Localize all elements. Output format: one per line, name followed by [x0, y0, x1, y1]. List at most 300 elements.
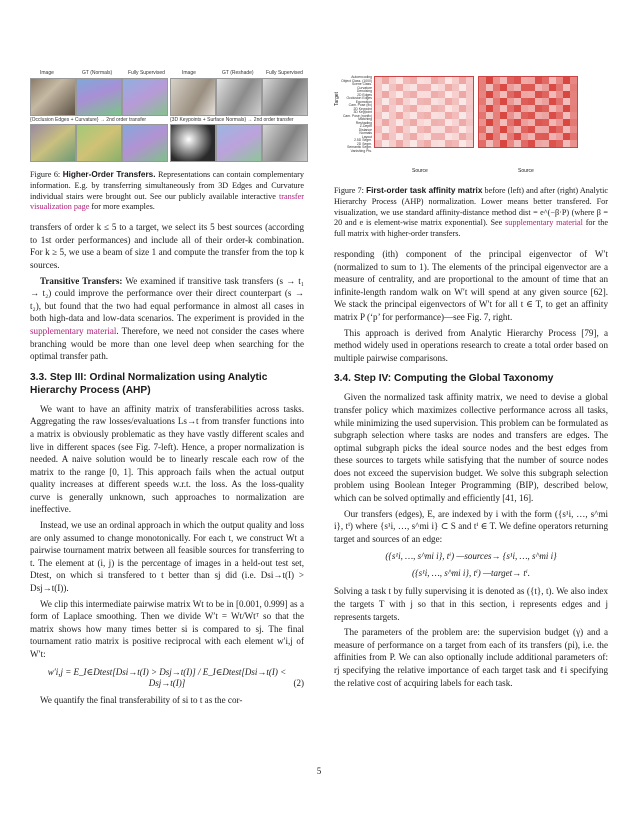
affinity-matrix-before — [374, 76, 474, 148]
matrix-cell — [493, 133, 500, 140]
matrix-cell — [521, 84, 528, 91]
matrix-cell — [403, 133, 410, 140]
matrix-cell — [493, 119, 500, 126]
matrix-cell — [382, 119, 389, 126]
matrix-cell — [563, 140, 570, 147]
matrix-cell — [563, 119, 570, 126]
matrix-cell — [556, 112, 563, 119]
matrix-cell — [438, 112, 445, 119]
caption-title: First-order task affinity matrix — [366, 186, 483, 195]
matrix-cell — [563, 112, 570, 119]
matrix-cell — [521, 140, 528, 147]
figure-7-ytick-label: 3D Keypoint — [353, 110, 372, 114]
matrix-cell — [521, 91, 528, 98]
matrix-cell — [542, 105, 549, 112]
figure-6 — [30, 70, 304, 166]
matrix-cell — [445, 105, 452, 112]
matrix-cell — [417, 84, 424, 91]
fig6-normals-thumb — [76, 78, 122, 116]
matrix-cell — [521, 133, 528, 140]
matrix-cell — [389, 84, 396, 91]
matrix-cell — [445, 112, 452, 119]
fig6-surface-normals-thumb — [216, 124, 262, 162]
matrix-cell — [535, 112, 542, 119]
matrix-cell — [514, 105, 521, 112]
matrix-cell — [493, 84, 500, 91]
matrix-cell — [535, 140, 542, 147]
page-number: 5 — [316, 766, 322, 776]
matrix-cell — [410, 84, 417, 91]
paragraph: responding (ith) component of the principal eigenvector of W′t (normalized to sum to 1). The elements of the principal eigenvector are a measure of centrality, and are proportional to the amount of time that an infinite-length random walk on W′t will spend at any given source [62]. We stack the principal eigenvectors of W′t for all t ∈ T, to get an affinity matrix P (‘p’ for performance)—see Fig. 7, right. — [334, 248, 608, 322]
matrix-cell — [375, 98, 382, 105]
caption-text: Representations can contain complementary information. E.g. by transferring simultaneously from 3D Edges and Curvature individual stairs were brought out. See our publicly available interactive — [30, 170, 305, 201]
fig6-edges-thumb — [30, 124, 76, 162]
caption-title: Higher-Order Transfers. — [62, 170, 156, 179]
figure-7-ytick-labels — [334, 76, 372, 153]
matrix-cell — [493, 112, 500, 119]
figure-7-xlabel-left: Source — [412, 168, 428, 174]
matrix-cell — [431, 77, 438, 84]
matrix-cell — [556, 133, 563, 140]
matrix-cell — [535, 84, 542, 91]
matrix-cell — [438, 98, 445, 105]
matrix-cell — [493, 98, 500, 105]
matrix-cell — [417, 126, 424, 133]
paragraph-text: We examined if transitive task transfers (s → t₁ → t₂) could improve the performance over their direct counterpart (s → t₂), but found that the two had equal performance in almost all cases in both high-data and low-data scenarios. The experiment is provided in the — [30, 275, 305, 324]
figure-7-ytick-label: Matching — [358, 117, 372, 121]
fig6-curvature-thumb — [76, 124, 122, 162]
matrix-cell — [535, 98, 542, 105]
matrix-cell — [403, 140, 410, 147]
matrix-cell — [500, 91, 507, 98]
matrix-cell — [486, 126, 493, 133]
matrix-cell — [570, 133, 577, 140]
figure-7-ytick-label: Layout — [361, 134, 372, 139]
matrix-cell — [431, 140, 438, 147]
matrix-cell — [424, 84, 431, 91]
caption-label: Figure 7: — [334, 186, 364, 195]
matrix-cell — [521, 105, 528, 112]
matrix-cell — [549, 84, 556, 91]
matrix-cell — [396, 77, 403, 84]
matrix-cell — [445, 119, 452, 126]
matrix-cell — [466, 84, 473, 91]
matrix-cell — [403, 126, 410, 133]
matrix-cell — [452, 98, 459, 105]
matrix-cell — [528, 133, 535, 140]
fig6-label: Fully Supervised — [128, 70, 165, 76]
matrix-cell — [396, 105, 403, 112]
matrix-cell — [486, 84, 493, 91]
matrix-cell — [549, 91, 556, 98]
matrix-cell — [410, 119, 417, 126]
matrix-cell — [417, 140, 424, 147]
matrix-cell — [431, 126, 438, 133]
transfer-visualization-link[interactable]: transfer visualization page — [30, 191, 304, 212]
fig6-label: Image — [182, 70, 196, 76]
matrix-cell — [542, 84, 549, 91]
matrix-cell — [570, 112, 577, 119]
paragraph-heading: Transitive Transfers: — [40, 275, 123, 286]
matrix-cell — [493, 91, 500, 98]
matrix-cell — [542, 91, 549, 98]
figure-7-ytick-label: 2D Edges — [357, 92, 372, 97]
matrix-cell — [542, 126, 549, 133]
matrix-cell — [479, 133, 486, 140]
supplementary-material-link[interactable]: supplementary material — [505, 218, 583, 228]
matrix-cell — [459, 133, 466, 140]
matrix-cell — [570, 105, 577, 112]
figure-7-ytick-label: Z-Depth — [359, 124, 372, 128]
matrix-cell — [389, 140, 396, 147]
matrix-cell — [417, 77, 424, 84]
section-heading-3-4: 3.4. Step IV: Computing the Global Taxonomy — [334, 373, 554, 385]
paragraph: We want to have an affinity matrix of transferabilities across tasks. Aggregating the raw losses/evaluations Ls→t from transfer functions into a matrix is obviously problematic as they have vastly different scales and live in different spaces (see Fig. 7-left). Hence, a proper normalization is needed. A naive solution would be to linearly rescale each row of the matrix to the range [0, 1]. This approach fails when the actual output quality increases at different speeds w.r.t. the loss. As the loss-quality curve is generally unknown, such approaches to normalization are ineffective. — [30, 403, 304, 515]
matrix-cell — [410, 98, 417, 105]
matrix-cell — [466, 98, 473, 105]
matrix-cell — [563, 77, 570, 84]
figure-7-ytick-label: Denoising — [356, 89, 372, 93]
matrix-cell — [514, 91, 521, 98]
matrix-cell — [459, 98, 466, 105]
figure-7-ytick-label: Cam. Pose (fix) — [348, 103, 372, 107]
matrix-cell — [479, 119, 486, 126]
fig6-label: Fully Supervised — [266, 70, 303, 76]
matrix-cell — [486, 133, 493, 140]
matrix-cell — [424, 140, 431, 147]
matrix-cell — [417, 133, 424, 140]
figure-7-ytick-label: 2D Segm. — [356, 141, 372, 146]
matrix-cell — [570, 91, 577, 98]
matrix-cell — [549, 98, 556, 105]
matrix-cell — [563, 105, 570, 112]
matrix-cell — [507, 84, 514, 91]
matrix-cell — [493, 105, 500, 112]
matrix-cell — [375, 133, 382, 140]
matrix-cell — [445, 140, 452, 147]
matrix-cell — [431, 98, 438, 105]
matrix-cell — [486, 91, 493, 98]
matrix-cell — [507, 98, 514, 105]
matrix-cell — [528, 77, 535, 84]
fig6-keypoints-thumb — [170, 124, 216, 162]
matrix-cell — [396, 98, 403, 105]
fig6-label: GT (Reshade) — [222, 70, 254, 76]
matrix-cell — [403, 98, 410, 105]
matrix-cell — [445, 84, 452, 91]
matrix-cell — [452, 77, 459, 84]
matrix-cell — [556, 84, 563, 91]
matrix-cell — [403, 91, 410, 98]
matrix-cell — [479, 112, 486, 119]
matrix-cell — [556, 98, 563, 105]
matrix-cell — [431, 84, 438, 91]
matrix-cell — [452, 133, 459, 140]
matrix-cell — [521, 119, 528, 126]
matrix-cell — [424, 126, 431, 133]
matrix-cell — [507, 126, 514, 133]
matrix-cell — [382, 112, 389, 119]
figure-7-ytick-label: Cam. Pose (nonfix) — [342, 113, 372, 118]
figure-7-ytick-label: Object Class. (1000) — [341, 78, 372, 83]
matrix-cell — [445, 98, 452, 105]
matrix-cell — [445, 91, 452, 98]
matrix-cell — [459, 77, 466, 84]
fig6-label: Image — [40, 70, 54, 76]
figure-7-ytick-label: Scene Class. — [352, 82, 372, 86]
matrix-cell — [479, 84, 486, 91]
matrix-cell — [535, 133, 542, 140]
matrix-cell — [528, 140, 535, 147]
matrix-cell — [563, 84, 570, 91]
matrix-cell — [507, 112, 514, 119]
matrix-cell — [396, 140, 403, 147]
matrix-cell — [556, 140, 563, 147]
matrix-cell — [479, 98, 486, 105]
matrix-cell — [396, 112, 403, 119]
matrix-cell — [424, 119, 431, 126]
matrix-cell — [424, 133, 431, 140]
matrix-cell — [382, 77, 389, 84]
matrix-cell — [466, 112, 473, 119]
matrix-cell — [500, 105, 507, 112]
matrix-cell — [549, 119, 556, 126]
matrix-cell — [493, 126, 500, 133]
matrix-cell — [514, 77, 521, 84]
matrix-cell — [486, 112, 493, 119]
matrix-cell — [521, 77, 528, 84]
matrix-cell — [542, 112, 549, 119]
equation-body: w′i,j = E_I∈Dtest[Dsi→t(I) > Dsj→t(I)] / E_I∈Dtest[Dsi→t(I) < Dsj→t(I)] — [47, 666, 287, 688]
matrix-cell — [486, 105, 493, 112]
fig6-supervised-thumb — [122, 78, 168, 116]
matrix-cell — [549, 105, 556, 112]
matrix-cell — [486, 77, 493, 84]
matrix-cell — [486, 98, 493, 105]
equation-target: ({s¹i, …, s^mi i}, tⁱ) —target→ tⁱ. — [412, 568, 530, 579]
matrix-cell — [549, 112, 556, 119]
matrix-cell — [535, 119, 542, 126]
matrix-cell — [466, 119, 473, 126]
matrix-cell — [452, 140, 459, 147]
left-column — [30, 70, 304, 709]
matrix-cell — [549, 126, 556, 133]
figure-7-ytick-label: Distance — [358, 127, 372, 132]
matrix-cell — [466, 133, 473, 140]
matrix-cell — [389, 119, 396, 126]
figure-7-ytick-label: Reshading — [355, 120, 372, 125]
figure-7-xlabel-right: Source — [518, 168, 534, 174]
matrix-cell — [514, 98, 521, 105]
matrix-cell — [500, 140, 507, 147]
paragraph: We quantify the final transferability of si to t as the cor- — [40, 694, 243, 705]
matrix-cell — [528, 98, 535, 105]
matrix-cell — [556, 126, 563, 133]
matrix-cell — [375, 126, 382, 133]
figure-7 — [334, 70, 608, 182]
matrix-cell — [507, 140, 514, 147]
matrix-cell — [556, 119, 563, 126]
matrix-cell — [375, 112, 382, 119]
matrix-cell — [403, 119, 410, 126]
matrix-cell — [556, 91, 563, 98]
matrix-cell — [479, 91, 486, 98]
matrix-cell — [514, 133, 521, 140]
matrix-cell — [389, 77, 396, 84]
figure-7-ytick-label: Vanishing Pts. — [350, 148, 372, 153]
paragraph: Instead, we use an ordinal approach in which the output quality and loss are only assumed to change monotonically. For each t, we construct Wt a pairwise tournament matrix between all feasible sources for transferring to t. The element at (i, j) is the percentage of images in a held-out test set, Dtest, on which si transfered to t better than sj did (i.e. Dsi→t(I) > Dsj→t(I)). — [30, 520, 304, 594]
matrix-cell — [535, 91, 542, 98]
matrix-cell — [410, 105, 417, 112]
matrix-cell — [452, 119, 459, 126]
figure-7-ylabel: Target — [334, 92, 340, 106]
matrix-cell — [410, 133, 417, 140]
matrix-cell — [556, 77, 563, 84]
matrix-cell — [542, 133, 549, 140]
figure-7-caption — [334, 186, 608, 240]
matrix-cell — [514, 126, 521, 133]
matrix-cell — [417, 119, 424, 126]
fig6-label: {Occlusion Edges + Curvature} → 2nd order transfer — [30, 117, 147, 123]
matrix-cell — [500, 133, 507, 140]
matrix-cell — [459, 140, 466, 147]
matrix-cell — [466, 126, 473, 133]
matrix-cell — [479, 105, 486, 112]
figure-7-ytick-label: 2.5D Segm. — [354, 138, 372, 142]
matrix-cell — [570, 140, 577, 147]
matrix-cell — [514, 119, 521, 126]
matrix-cell — [424, 105, 431, 112]
matrix-cell — [507, 77, 514, 84]
matrix-cell — [459, 105, 466, 112]
matrix-cell — [507, 133, 514, 140]
supplementary-material-link[interactable]: supplementary material — [30, 325, 117, 336]
matrix-cell — [389, 112, 396, 119]
matrix-cell — [528, 84, 535, 91]
matrix-cell — [396, 119, 403, 126]
matrix-cell — [542, 77, 549, 84]
figure-7-ytick-label: Semantic Segm. — [347, 145, 372, 149]
matrix-cell — [417, 91, 424, 98]
matrix-cell — [486, 140, 493, 147]
matrix-cell — [431, 105, 438, 112]
matrix-cell — [445, 126, 452, 133]
matrix-cell — [382, 133, 389, 140]
matrix-cell — [459, 112, 466, 119]
paragraph-text: . Therefore, we need not consider the cases where branching would be more than one level deep when searching for the optimal transfer path. — [30, 325, 305, 362]
figure-7-ytick-label: Egomotion — [355, 99, 372, 104]
figure-7-ytick-label: Autoencoding — [351, 75, 372, 79]
matrix-cell — [570, 84, 577, 91]
matrix-cell — [479, 140, 486, 147]
matrix-cell — [396, 133, 403, 140]
paragraph: The parameters of the problem are: the supervision budget (γ) and a measure of performance on a target from each of its transfers (pi), i.e. the affinities from P. We can also optionally include additional parameters of: rj specifying the relative importance of each target task and ℓi specifying the relative cost of acquiring labels for each task. — [334, 627, 608, 688]
matrix-cell — [521, 126, 528, 133]
matrix-cell — [479, 77, 486, 84]
fig6-label: GT (Normals) — [82, 70, 113, 76]
matrix-cell — [549, 77, 556, 84]
matrix-cell — [459, 84, 466, 91]
matrix-cell — [570, 98, 577, 105]
matrix-cell — [459, 126, 466, 133]
matrix-cell — [466, 105, 473, 112]
matrix-cell — [424, 77, 431, 84]
matrix-cell — [570, 126, 577, 133]
fig6-supervised-thumb — [262, 78, 308, 116]
matrix-cell — [528, 105, 535, 112]
matrix-cell — [459, 119, 466, 126]
matrix-cell — [535, 105, 542, 112]
affinity-matrix-after — [478, 76, 578, 148]
matrix-cell — [424, 91, 431, 98]
matrix-cell — [375, 77, 382, 84]
matrix-cell — [466, 91, 473, 98]
matrix-cell — [479, 126, 486, 133]
matrix-cell — [438, 126, 445, 133]
matrix-cell — [417, 98, 424, 105]
matrix-cell — [514, 84, 521, 91]
matrix-cell — [438, 105, 445, 112]
matrix-cell — [445, 77, 452, 84]
matrix-cell — [452, 112, 459, 119]
matrix-cell — [452, 105, 459, 112]
matrix-cell — [563, 91, 570, 98]
matrix-cell — [500, 126, 507, 133]
matrix-cell — [431, 133, 438, 140]
matrix-cell — [500, 119, 507, 126]
matrix-cell — [521, 112, 528, 119]
matrix-cell — [403, 105, 410, 112]
paragraph: We clip this intermediate pairwise matrix Wt to be in [0.001, 0.999] as a form of Laplace smoothing. Then we divide W′t = Wt/Wtᵀ so that the matrix shows how many times better si is compared to sj. The final tournament ratio matrix is positive reciprocal with each element w′i,j of W′t: — [30, 598, 304, 659]
matrix-cell — [389, 126, 396, 133]
matrix-cell — [375, 91, 382, 98]
matrix-cell — [424, 112, 431, 119]
matrix-cell — [417, 105, 424, 112]
matrix-cell — [528, 91, 535, 98]
matrix-cell — [431, 119, 438, 126]
figure-7-ytick-label: Curvature — [357, 85, 372, 90]
matrix-cell — [493, 77, 500, 84]
matrix-cell — [535, 126, 542, 133]
matrix-cell — [563, 133, 570, 140]
matrix-cell — [542, 119, 549, 126]
matrix-cell — [438, 140, 445, 147]
matrix-cell — [528, 126, 535, 133]
matrix-cell — [500, 84, 507, 91]
matrix-cell — [528, 119, 535, 126]
paragraph: Solving a task t by fully supervising it is denoted as ({t}, t). We also index the targets T with j so that in this section, i represents edges and j represents targets. — [334, 586, 608, 622]
paragraph: Given the normalized task affinity matrix, we need to devise a global transfer policy which maximizes collective performance across all tasks, while minimizing the used supervision. This problem can be formulated as subgraph selection where tasks are nodes and transfers are edges. The optimal subgraph picks the ideal source nodes and the best edges from these sources to targets while satisfying that the number of source nodes does not exceed the supervision budget. We solve this subgraph selection problem using Boolean Integer Programming (BIP), described below, which can be solved optimally and efficiently [41, 16]. — [334, 392, 608, 504]
matrix-cell — [542, 140, 549, 147]
matrix-cell — [514, 140, 521, 147]
figure-7-ytick-label: 2D Keypoint — [353, 106, 372, 111]
matrix-cell — [438, 133, 445, 140]
matrix-cell — [445, 133, 452, 140]
matrix-cell — [375, 119, 382, 126]
matrix-cell — [375, 140, 382, 147]
matrix-cell — [507, 119, 514, 126]
matrix-cell — [382, 126, 389, 133]
matrix-cell — [396, 126, 403, 133]
matrix-cell — [389, 98, 396, 105]
paragraph: Our transfers (edges), E, are indexed by i with the form ({s¹i, …, s^mi i}, tⁱ) where {s¹i, …, s^mi i} ⊂ S and tⁱ ∈ T. We define operators returning target and sources of an edge: — [334, 508, 608, 544]
matrix-cell — [382, 91, 389, 98]
matrix-cell — [486, 119, 493, 126]
figure-6-caption — [30, 170, 304, 213]
matrix-cell — [389, 91, 396, 98]
matrix-cell — [549, 140, 556, 147]
paragraph — [30, 275, 304, 363]
